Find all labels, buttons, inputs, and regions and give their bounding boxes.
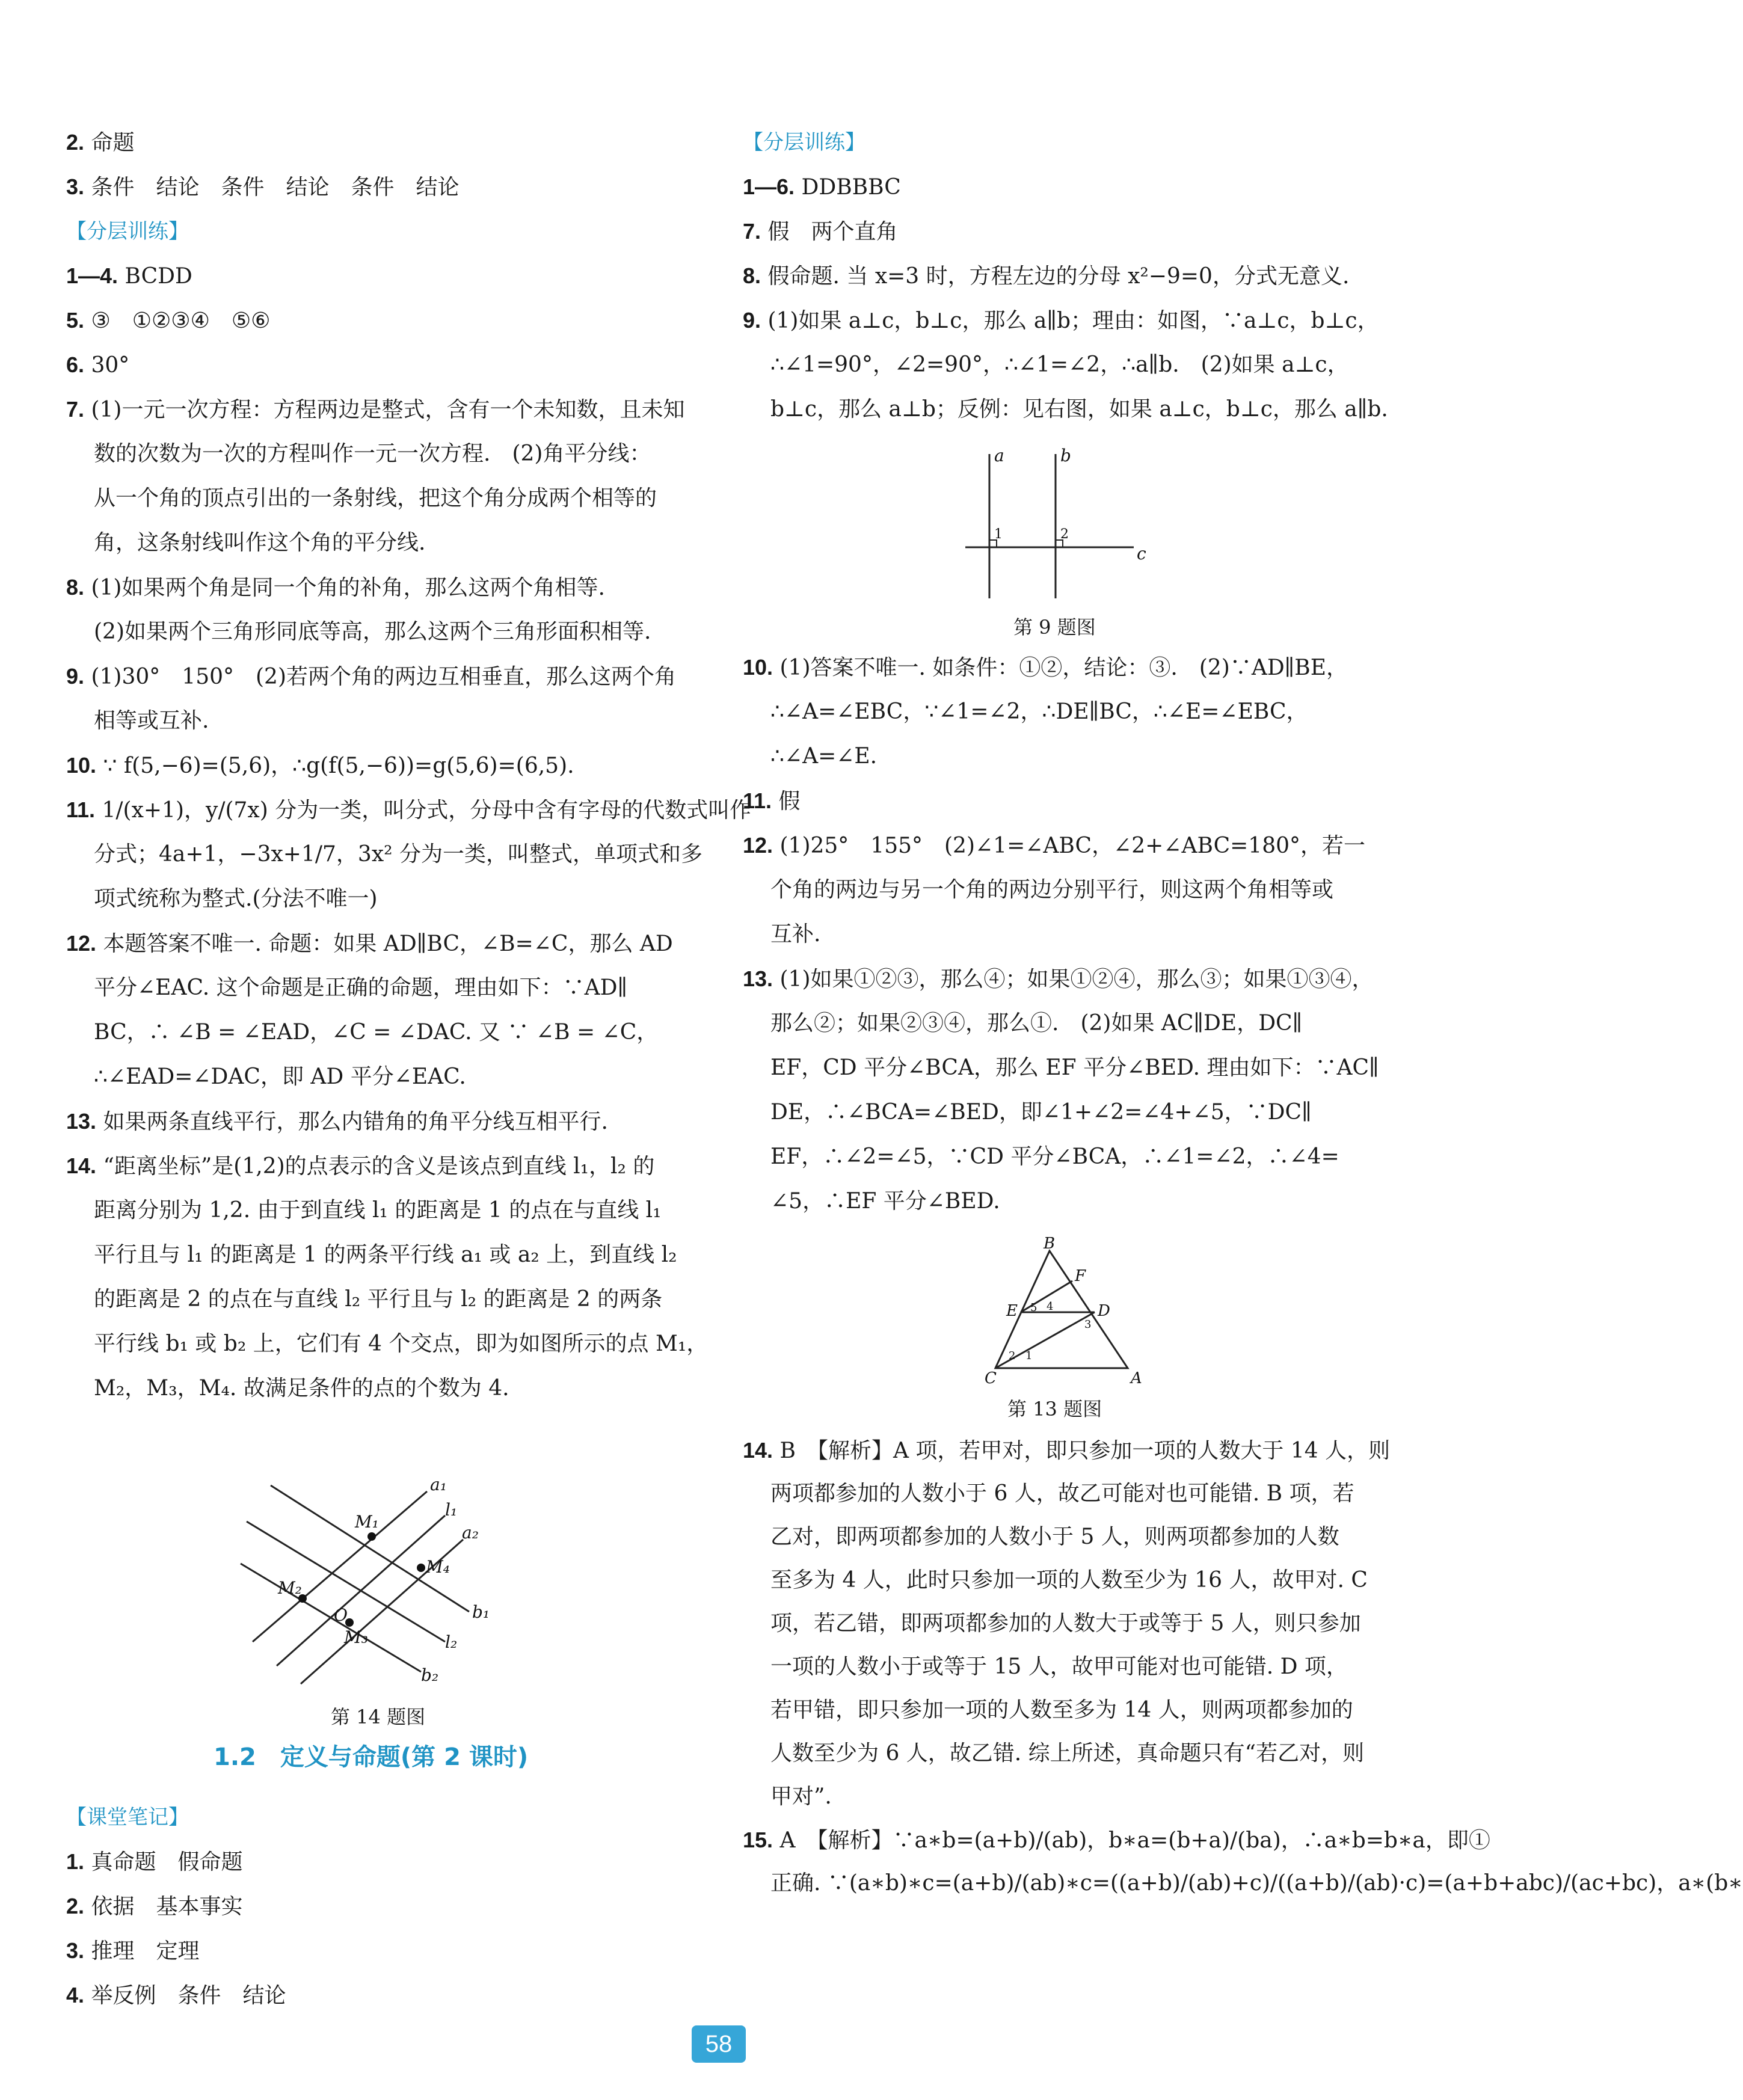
tag-label: 【分层训练】 bbox=[743, 130, 865, 155]
question-number: 3. bbox=[66, 174, 85, 199]
answer-line bbox=[66, 352, 698, 379]
answer-text: EF，CD 平分∠BCA，那么 EF 平分∠BED. 理由如下：∵AC∥ bbox=[770, 1055, 1379, 1080]
answer-text: 假 两个直角 bbox=[767, 220, 898, 244]
question-number: 4. bbox=[66, 1983, 85, 2007]
label-l1: l₁ bbox=[445, 1500, 458, 1520]
figure-9 bbox=[965, 442, 1158, 604]
answer-line bbox=[770, 352, 1396, 378]
question-number: 3. bbox=[66, 1938, 85, 1963]
answer-line bbox=[770, 743, 1396, 770]
answer-text: 乙对，即两项都参加的人数小于 5 人，则两项都参加的人数 bbox=[770, 1524, 1339, 1549]
answer-text: (1)30° 150° (2)若两个角的两边互相垂直，那么这两个角 bbox=[91, 665, 676, 689]
answer-line bbox=[66, 263, 698, 290]
answer-text: (2)如果两个三角形同底等高，那么这两个三角形面积相等. bbox=[94, 619, 651, 644]
tag-label: 【课堂笔记】 bbox=[66, 1805, 189, 1829]
answer-text: 角，这条射线叫作这个角的平分线. bbox=[94, 530, 426, 555]
answer-text: 平分∠EAC. 这个命题是正确的命题，理由如下：∵AD∥ bbox=[94, 975, 628, 1000]
angle-4: 4 bbox=[1047, 1300, 1054, 1313]
answer-line bbox=[66, 307, 698, 334]
angle-1: 1 bbox=[1025, 1349, 1033, 1362]
angle-2: 2 bbox=[1009, 1349, 1016, 1362]
question-number: 9. bbox=[743, 308, 761, 333]
point-M4 bbox=[417, 1564, 425, 1572]
question-number: 13. bbox=[743, 966, 773, 991]
answer-text: 距离分别为 1,2. 由于到直线 l₁ 的距离是 1 的点在与直线 l₁ bbox=[94, 1198, 662, 1223]
line-b2 bbox=[241, 1564, 421, 1672]
answer-line bbox=[94, 530, 725, 556]
question-number: 14. bbox=[66, 1153, 97, 1178]
answer-text: 本题答案不唯一. 命题：如果 AD∥BC，∠B=∠C，那么 AD bbox=[103, 932, 673, 956]
answer-text: 相等或互补. bbox=[94, 708, 209, 733]
answer-line bbox=[770, 1567, 1396, 1594]
answer-text: 那么②；如果②③④，那么①. (2)如果 AC∥DE，DC∥ bbox=[770, 1011, 1303, 1036]
answer-text: 若甲错，即只参加一项的人数至多为 14 人，则两项都参加的 bbox=[770, 1698, 1353, 1722]
answer-line bbox=[94, 1242, 725, 1268]
answer-text: 1/(x+1)，y/(7x) 分为一类，叫分式，分母中含有字母的代数式叫作 bbox=[102, 798, 752, 823]
answer-text: 推理 定理 bbox=[91, 1939, 200, 1963]
answer-line bbox=[94, 1197, 725, 1224]
figure-14 bbox=[241, 1467, 577, 1696]
answer-text: (1)25° 155° (2)∠1=∠ABC，∠2+∠ABC=180°，若一 bbox=[779, 834, 1366, 858]
answer-line bbox=[66, 1938, 698, 1965]
fig9-caption: 第 9 题图 bbox=[1013, 616, 1096, 639]
answer-text: 一项的人数小于或等于 15 人，故甲可能对也可能错. D 项， bbox=[770, 1654, 1348, 1679]
answer-text: ∴∠A=∠E. bbox=[770, 744, 878, 769]
answer-line bbox=[94, 1286, 725, 1313]
label-b2: b₂ bbox=[421, 1665, 439, 1685]
answer-line bbox=[743, 307, 1379, 334]
question-number: 1—4. bbox=[66, 263, 118, 288]
answer-text: BC，∴ ∠B = ∠EAD，∠C = ∠DAC. 又 ∵ ∠B = ∠C， bbox=[94, 1020, 659, 1045]
answer-text: M₂，M₃，M₄. 故满足条件的点的个数为 4. bbox=[94, 1376, 509, 1401]
answer-text: 至多为 4 人，此时只参加一项的人数至少为 16 人，故甲对. C bbox=[770, 1568, 1368, 1592]
question-number: 11. bbox=[743, 788, 772, 813]
answer-line bbox=[94, 1331, 725, 1357]
question-number: 12. bbox=[66, 931, 97, 956]
question-number: 1. bbox=[66, 1849, 85, 1874]
question-number: 2. bbox=[66, 1894, 85, 1918]
question-number: 10. bbox=[66, 753, 97, 778]
label-D: D bbox=[1098, 1302, 1110, 1320]
answer-line bbox=[770, 1697, 1396, 1724]
answer-line bbox=[66, 797, 752, 824]
answer-text: ∠5，∴EF 平分∠BED. bbox=[770, 1189, 1000, 1214]
question-number: 13. bbox=[66, 1109, 97, 1134]
question-number: 9. bbox=[66, 664, 85, 689]
answer-text: 甲对”. bbox=[770, 1784, 832, 1809]
answer-line bbox=[66, 1982, 698, 2009]
answer-line bbox=[770, 1740, 1396, 1767]
question-number: 1—6. bbox=[743, 174, 795, 199]
answer-line bbox=[770, 1055, 1396, 1081]
answer-text: 如果两条直线平行，那么内错角的角平分线互相平行. bbox=[103, 1110, 608, 1134]
label-a2: a₂ bbox=[462, 1523, 479, 1543]
answer-line bbox=[770, 1188, 1396, 1215]
label-a1: a₁ bbox=[430, 1475, 447, 1494]
answer-text: 假命题. 当 x=3 时，方程左边的分母 x²−9=0，分式无意义. bbox=[767, 264, 1350, 289]
section-tag bbox=[743, 129, 1368, 156]
answer-text: 分式；4a+1，−3x+1/7，3x² 分为一类，叫整式，单项式和多 bbox=[94, 842, 702, 867]
answer-line bbox=[94, 1064, 725, 1090]
answer-line bbox=[66, 574, 698, 601]
point-M1 bbox=[367, 1532, 376, 1541]
answer-line bbox=[770, 1099, 1396, 1126]
answer-line bbox=[94, 975, 725, 1001]
answer-line bbox=[743, 966, 1374, 993]
answer-line bbox=[743, 263, 1368, 290]
answer-line bbox=[743, 788, 1368, 815]
answer-line bbox=[66, 1849, 698, 1876]
answer-text: 从一个角的顶点引出的一条射线，把这个角分成两个相等的 bbox=[94, 486, 657, 511]
question-number: 8. bbox=[66, 575, 85, 600]
answer-text: 项，若乙错，即两项都参加的人数大于或等于 5 人，则只参加 bbox=[770, 1611, 1361, 1636]
answer-text: ③ ①②③④ ⑤⑥ bbox=[91, 309, 271, 333]
answer-line bbox=[94, 708, 725, 734]
answer-text: 人数至少为 6 人，故乙错. 综上所述，真命题只有“若乙对，则 bbox=[770, 1741, 1365, 1766]
answer-line bbox=[770, 1524, 1396, 1550]
question-number: 5. bbox=[66, 308, 85, 333]
answer-line bbox=[94, 1019, 725, 1046]
answer-line bbox=[94, 841, 725, 868]
answer-text: DDBBBC bbox=[801, 175, 901, 200]
answer-text: 举反例 条件 结论 bbox=[91, 1983, 286, 2008]
answer-text: 真命题 假命题 bbox=[91, 1850, 243, 1874]
answer-line bbox=[66, 1108, 698, 1135]
question-number: 2. bbox=[66, 130, 85, 155]
question-number: 6. bbox=[66, 352, 85, 377]
label-c: c bbox=[1137, 544, 1146, 563]
label-b1: b₁ bbox=[472, 1602, 490, 1622]
fig13-caption: 第 13 题图 bbox=[1007, 1398, 1102, 1420]
label-a: a bbox=[994, 446, 1004, 465]
answer-text: 互补. bbox=[770, 922, 821, 947]
answer-line bbox=[770, 1784, 1396, 1810]
label-B: B bbox=[1044, 1235, 1056, 1253]
section-tag bbox=[66, 218, 698, 245]
answer-text: (1)如果①②③，那么④；如果①②④，那么③；如果①③④， bbox=[779, 967, 1374, 992]
question-number: 14. bbox=[743, 1438, 773, 1463]
answer-line bbox=[94, 619, 725, 645]
answer-line bbox=[770, 1654, 1396, 1680]
answer-line bbox=[94, 886, 725, 912]
answer-line bbox=[66, 396, 698, 423]
answer-text: 条件 结论 条件 结论 条件 结论 bbox=[91, 175, 460, 200]
answer-text: A 【解析】∵a∗b=(a+b)/(ab)，b∗a=(b+a)/(ba)，∴a∗b=b∗a，即① bbox=[779, 1828, 1490, 1853]
answer-line bbox=[66, 129, 698, 156]
question-number: 15. bbox=[743, 1828, 773, 1852]
label-M3: M₃ bbox=[344, 1627, 368, 1647]
answer-line bbox=[94, 485, 725, 512]
answer-text: (1)如果两个角是同一个角的补角，那么这两个角相等. bbox=[91, 576, 605, 600]
answer-text: 假 bbox=[778, 789, 801, 814]
answer-text: DE，∴∠BCA=∠BED，即∠1+∠2=∠4+∠5，∵DC∥ bbox=[770, 1100, 1312, 1125]
answer-line bbox=[770, 1144, 1396, 1170]
angle-5: 5 bbox=[1030, 1301, 1038, 1314]
answer-text: BCDD bbox=[124, 264, 192, 289]
section-title: 1.2 定义与命题(第 2 课时) bbox=[214, 1743, 529, 1771]
answer-text: 正确. ∵(a∗b)∗c=(a+b)/(ab)∗c=((a+b)/(ab)+c)/((a+b)/(ab)·c)=(a+b+abc)/(ac+bc)，a∗(b∗ bbox=[770, 1871, 1743, 1896]
answer-text: b⊥c，那么 a⊥b；反例：见右图，如果 a⊥c，b⊥c，那么 a∥b. bbox=[770, 397, 1388, 422]
answer-line bbox=[770, 877, 1396, 903]
answer-line bbox=[770, 1870, 1743, 1897]
answer-text: ∵ f(5,−6)=(5,6)，∴g(f(5,−6))=g(5,6)=(6,5). bbox=[103, 754, 574, 778]
answer-text: 平行且与 l₁ 的距离是 1 的两条平行线 a₁ 或 a₂ 上，到直线 l₂ bbox=[94, 1242, 677, 1267]
answer-text: 项式统称为整式.(分法不唯一) bbox=[94, 886, 378, 911]
question-number: 7. bbox=[66, 397, 85, 422]
answer-line bbox=[743, 218, 1368, 245]
answer-line bbox=[94, 441, 725, 467]
answer-line bbox=[66, 752, 698, 779]
question-number: 12. bbox=[743, 833, 773, 858]
answer-line bbox=[66, 1893, 698, 1920]
answer-text: EF，∴∠2=∠5，∵CD 平分∠BCA，∴∠1=∠2，∴∠4= bbox=[770, 1144, 1339, 1169]
angle-3: 3 bbox=[1084, 1318, 1092, 1331]
question-number: 10. bbox=[743, 655, 773, 680]
section-tag bbox=[66, 1804, 698, 1831]
answer-text: 命题 bbox=[91, 130, 135, 155]
label-M2: M₂ bbox=[278, 1578, 302, 1598]
label-M1: M₁ bbox=[355, 1512, 379, 1532]
answer-text: ∴∠1=90°，∠2=90°，∴∠1=∠2，∴a∥b. (2)如果 a⊥c， bbox=[770, 352, 1349, 377]
answer-line bbox=[743, 832, 1368, 859]
answer-text: 平行线 b₁ 或 b₂ 上，它们有 4 个交点，即为如图所示的点 M₁， bbox=[94, 1331, 709, 1356]
page-number: 58 bbox=[692, 2025, 746, 2063]
answer-line bbox=[66, 174, 698, 201]
answer-text: 两项都参加的人数小于 6 人，故乙可能对也可能错. B 项，若 bbox=[770, 1481, 1354, 1506]
answer-line bbox=[66, 930, 698, 957]
answer-text: ∴∠A=∠EBC，∵∠1=∠2，∴DE∥BC，∴∠E=∠EBC， bbox=[770, 699, 1308, 724]
label-F: F bbox=[1075, 1267, 1086, 1285]
label-O: O bbox=[334, 1605, 348, 1625]
answer-line bbox=[94, 1375, 725, 1402]
question-number: 8. bbox=[743, 263, 761, 288]
answer-text: “距离坐标”是(1,2)的点表示的含义是该点到直线 l₁，l₂ 的 bbox=[103, 1154, 655, 1179]
label-b: b bbox=[1060, 446, 1071, 465]
answer-line bbox=[743, 1437, 1391, 1464]
answer-text: 数的次数为一次的方程叫作一元一次方程. (2)角平分线： bbox=[94, 441, 651, 466]
answer-line bbox=[770, 699, 1396, 725]
figure-13 bbox=[983, 1235, 1158, 1389]
answer-text: 个角的两边与另一个角的两边分别平行，则这两个角相等或 bbox=[770, 877, 1334, 902]
answer-text: (1)如果 a⊥c，b⊥c，那么 a∥b；理由：如图，∵a⊥c，b⊥c， bbox=[767, 309, 1379, 333]
fig14-caption: 第 14 题图 bbox=[331, 1705, 426, 1728]
answer-text: 30° bbox=[91, 353, 130, 378]
answer-line bbox=[66, 663, 698, 690]
answer-line bbox=[770, 396, 1396, 423]
answer-line bbox=[770, 921, 1396, 948]
answer-text: (1)答案不唯一. 如条件：①②，结论：③. (2)∵AD∥BE， bbox=[779, 655, 1348, 680]
answer-line bbox=[770, 1010, 1396, 1037]
answer-line bbox=[743, 174, 1368, 201]
answer-line bbox=[743, 1827, 1490, 1854]
answer-text: ∴∠EAD=∠DAC，即 AD 平分∠EAC. bbox=[94, 1064, 466, 1089]
answer-text: 依据 基本事实 bbox=[91, 1894, 243, 1919]
answer-text: 的距离是 2 的点在与直线 l₂ 平行且与 l₂ 的距离是 2 的两条 bbox=[94, 1287, 663, 1312]
angle-2: 2 bbox=[1060, 527, 1069, 542]
answer-line bbox=[770, 1610, 1396, 1637]
answer-line bbox=[743, 654, 1368, 681]
answer-line bbox=[66, 1153, 698, 1180]
label-l2: l₂ bbox=[445, 1632, 458, 1652]
label-C: C bbox=[985, 1369, 997, 1387]
angle-1: 1 bbox=[994, 527, 1003, 542]
answer-text: (1)一元一次方程：方程两边是整式，含有一个未知数，且未知 bbox=[91, 398, 685, 422]
answer-line bbox=[770, 1481, 1396, 1507]
question-number: 11. bbox=[66, 797, 96, 822]
label-M4: M₄ bbox=[426, 1557, 450, 1577]
answer-text: B 【解析】A 项，若甲对，即只参加一项的人数大于 14 人，则 bbox=[779, 1438, 1391, 1463]
label-E: E bbox=[1006, 1302, 1018, 1320]
label-A: A bbox=[1131, 1369, 1142, 1387]
question-number: 7. bbox=[743, 219, 761, 244]
tag-label: 【分层训练】 bbox=[66, 220, 189, 244]
